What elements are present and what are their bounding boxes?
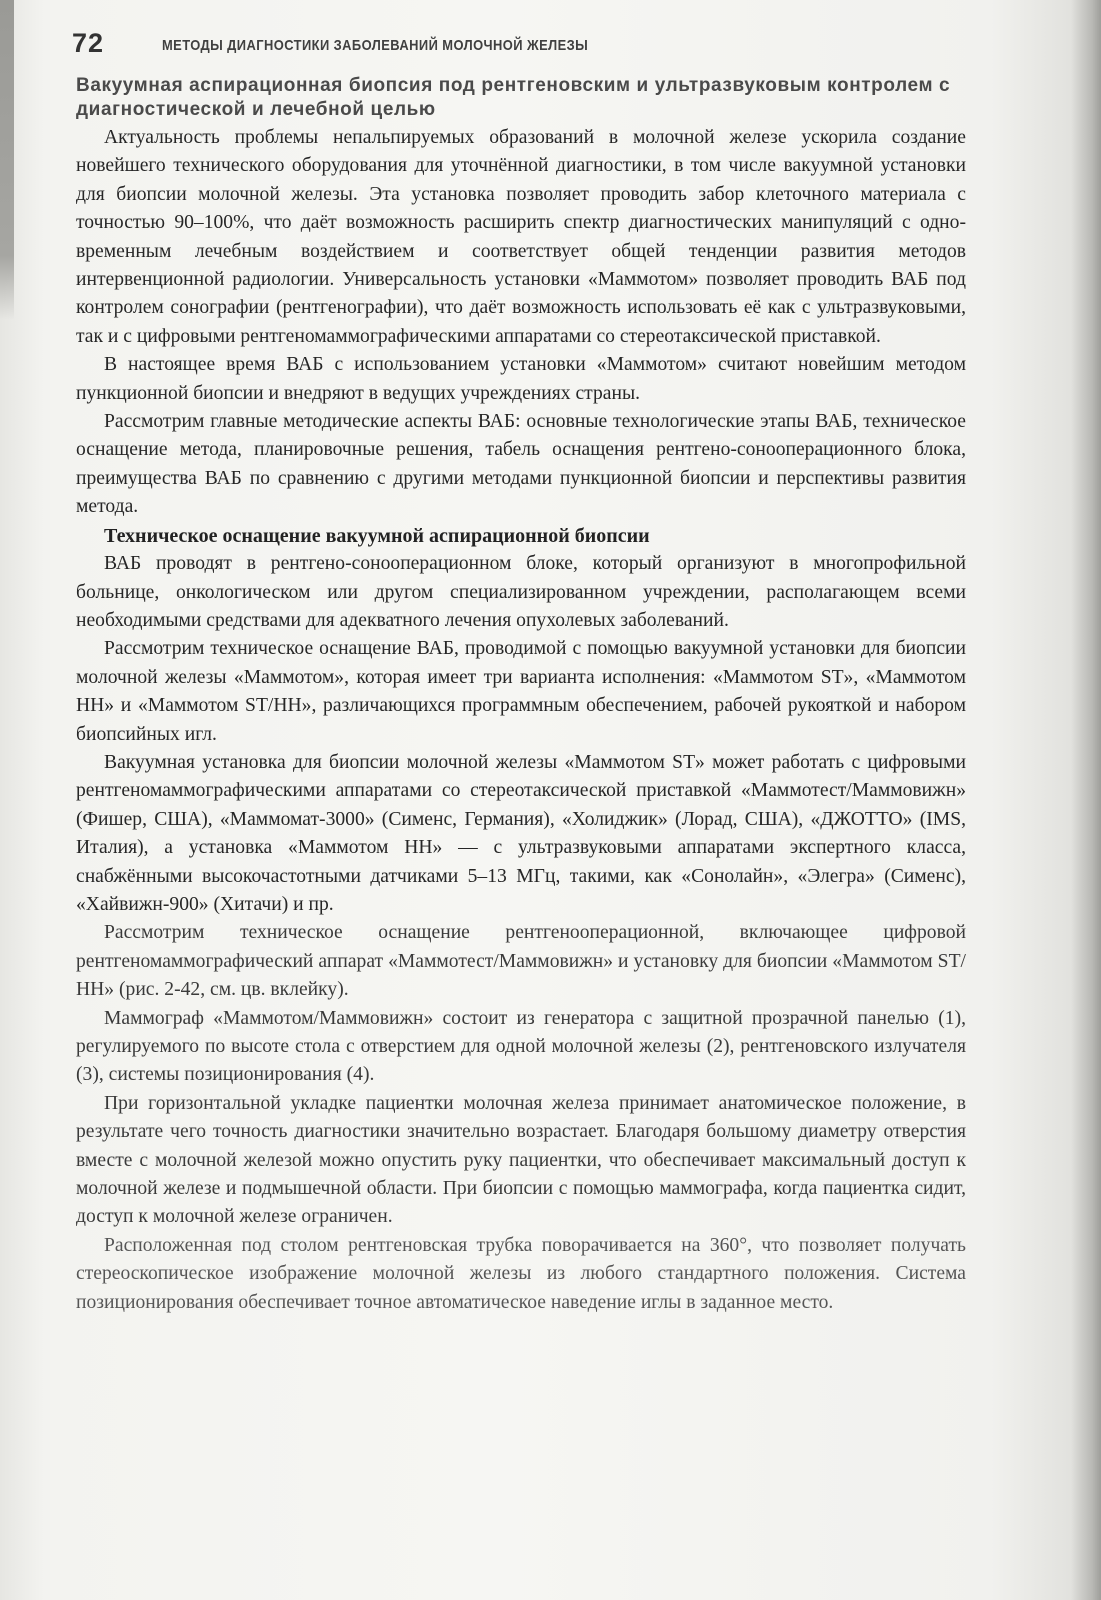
page-edge-shadow	[1071, 0, 1101, 1600]
paragraph: Актуальность проблемы непальпируемых образований в молочной железе ускорила создание новейшего технического оборудования для уточнённой диагностики, в том числе вакуумной установки для биопсии молочной железы. Эта установка позволяет проводить забор клеточного материала с точностью 90–100%, что даёт возможность расширить спектр диагностических манипуляций с одновременным лечебным воздействием и соответствует общей тенденции развития методов интервенционной радиологии. Универсальность установки «Маммотом» позволяет проводить ВАБ под контролем сонографии (рентгенографии), что даёт возможность использовать её как с ультразвуковыми, так и с цифровыми рентгеномаммографическими аппаратами со стереотаксической приставкой.	[76, 127, 966, 347]
main-text	[76, 74, 966, 1317]
running-head: МЕТОДЫ ДИАГНОСТИКИ ЗАБОЛЕВАНИЙ МОЛОЧНОЙ ЖЕЛЕЗЫ	[162, 37, 589, 54]
paragraph: ВАБ проводят в рентгено-сонооперационном блоке, который организуют в многопрофильной больнице, онкологическом или другом специализированном учреждении, располагающем всеми необходимыми средствами для адекватного лечения опухолевых заболеваний.	[76, 553, 966, 631]
page-header	[64, 22, 1044, 62]
paragraph: Маммограф «Маммотом/Маммовижн» состоит из генератора с защитной прозрачной панелью (1), регулируемого по высоте стола с отверстием для одной молочной железы (2), рентгеновского излучателя (3), системы позиционирования (4).	[76, 1007, 966, 1086]
paragraph: Вакуумная установка для биопсии молочной железы «Маммотом ST» может работать с цифровыми рентгеномаммографическими аппаратами со стереотаксической приставкой «Маммотест/Маммовижн» (Фишер, США), «Маммомат-3000» (Сименс, Германия), «Холиджик» (Лорад, США), «ДЖОТТО» (IMS, Италия), а установка «Маммотом НН» — с ультразвуковыми аппаратами экспертного класса, снабжёнными высокочастотными датчиками 5–13 МГц, такими, как «Сонолайн», «Элегра» (Сименс), «Хайвижн-900» (Хитачи) и пр.	[76, 751, 966, 915]
paragraph: Расположенная под столом рентгеновская трубка поворачивается на 360°, что позволяет получать стереоскопическое изображение молочной железы из любого стандартного положения. Система позиционирования обеспечивает точное автоматическое наведение иглы в заданное место.	[76, 1234, 966, 1313]
paragraph: Рассмотрим техническое оснащение рентгенооперационной, включающее цифровой рентгеномаммографический аппарат «Маммотест/Маммовижн» и установку для биопсии «Маммотом ST/НН» (рис. 2-42, см. цв. вклейку).	[76, 922, 966, 1001]
binding-shadow	[0, 0, 14, 320]
paragraph: В настоящее время ВАБ с использованием установки «Маммотом» считают новейшим методом пункционной биопсии и внедряют в ведущих учреждениях страны.	[76, 354, 966, 404]
paragraph: При горизонтальной укладке пациентки молочная железа принимает анатомическое положение, в результате чего точность диагностики значительно возрастает. Благодаря большому диаметру отверстия вместе с молочной железой можно опустить руку пациентки, что обеспечивает максимальный доступ к молочной железе и подмышечной области. При биопсии с помощью маммографа, когда пациентка сидит, доступ к молочной железе ограничен.	[76, 1092, 966, 1228]
subheading: Техническое оснащение вакуумной аспирационной биопсии	[104, 524, 650, 547]
paragraph: Рассмотрим главные методические аспекты ВАБ: основные технологические этапы ВАБ, техническое оснащение метода, планировочные решения, табель оснащения рентгено-сонооперационного блока, преимущества ВАБ по сравнению с другими методами пункционной биопсии и перспективы развития метода.	[76, 411, 966, 518]
page-number: 72	[72, 28, 105, 58]
section-title: Вакуумная аспирационная биопсия под рентгеновским и ультразвуковым контролем с диагностической и лечебной целью	[76, 75, 951, 120]
paragraph: Рассмотрим техническое оснащение ВАБ, проводимой с помощью вакуумной установки для биопсии молочной железы «Маммотом», которая имеет три варианта исполнения: «Маммотом ST», «Маммотом НН» и «Маммотом ST/НН», различающихся программным обеспечением, рабочей рукояткой и набором биопсийных игл.	[76, 638, 966, 745]
